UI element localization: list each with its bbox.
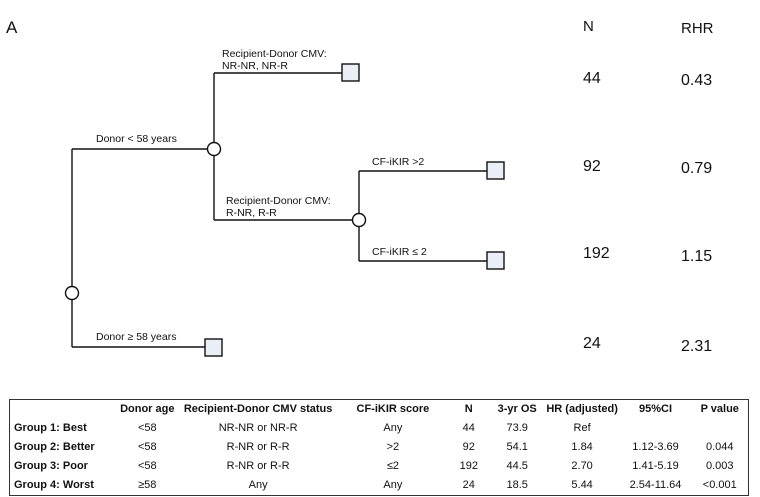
leaf-box-group3 — [487, 252, 504, 269]
table-cell: Ref — [573, 422, 591, 434]
rhr-header: RHR — [681, 20, 714, 37]
table-cell: 1.41-5.19 — [632, 460, 679, 472]
table-cell: Any — [248, 479, 268, 491]
label-cmv-pos-line2: R-NR, R-R — [226, 207, 277, 219]
table-cell: R-NR or R-R — [226, 460, 290, 472]
table-cell: 192 — [459, 460, 478, 472]
leaf-box-group2 — [487, 162, 504, 179]
label-cmv-neg-line1: Recipient-Donor CMV: — [222, 48, 327, 60]
table-row — [10, 419, 749, 438]
panel-label: A — [6, 18, 18, 37]
table-cell: ≥58 — [138, 479, 157, 491]
column-header — [10, 400, 117, 420]
rhr-value: 0.79 — [681, 160, 713, 177]
table-cell: 92 — [462, 441, 475, 453]
column-header: Recipient-Donor CMV status — [183, 403, 333, 415]
table-cell: NR-NR or NR-R — [218, 422, 298, 434]
leaf-box-group4 — [205, 339, 222, 356]
group-summary-table — [9, 399, 749, 496]
label-donor-old: Donor ≥ 58 years — [96, 331, 177, 343]
table-cell: <0.001 — [702, 479, 737, 491]
table-cell: 0.003 — [705, 460, 734, 472]
table-cell: 1.84 — [571, 441, 593, 453]
table-cell: 5.44 — [571, 479, 593, 491]
table-cell: <58 — [137, 441, 157, 453]
table-cell: Any — [383, 479, 403, 491]
table-cell: 1.12-3.69 — [632, 441, 679, 453]
table-row — [10, 438, 749, 457]
column-header: Donor age — [120, 403, 175, 415]
table-cell: 44 — [462, 422, 475, 434]
table-row — [10, 457, 749, 476]
leaf-box-group1 — [342, 64, 359, 81]
column-header: 3-yr OS — [497, 403, 537, 415]
table-cell — [620, 419, 692, 438]
n-value: 192 — [583, 245, 610, 262]
column-header: HR (adjusted) — [546, 403, 618, 415]
rhr-value: 2.31 — [681, 338, 713, 355]
table-cell: 54.1 — [506, 441, 528, 453]
table-cell: 0.044 — [705, 441, 734, 453]
cmv-node — [353, 214, 366, 227]
label-donor-young: Donor < 58 years — [96, 133, 177, 145]
table-cell: 44.5 — [506, 460, 528, 472]
table-cell: 2.70 — [571, 460, 593, 472]
table-cell: R-NR or R-R — [226, 441, 290, 453]
column-header: P value — [700, 403, 739, 415]
table-cell: Any — [383, 422, 403, 434]
column-header: 95%CI — [639, 403, 673, 415]
table-cell: ≤2 — [386, 460, 399, 472]
table-cell — [691, 419, 748, 438]
rhr-value: 0.43 — [681, 72, 713, 89]
table-cell: <58 — [137, 460, 157, 472]
group-name: Group 2: Better — [14, 441, 95, 453]
root-node — [66, 287, 79, 300]
table-cell: >2 — [386, 441, 400, 453]
table-header-row — [10, 400, 749, 420]
rhr-value: 1.15 — [681, 248, 713, 265]
group-name: Group 1: Best — [14, 422, 87, 434]
n-header: N — [583, 18, 594, 35]
table-row — [10, 476, 749, 496]
table-cell: 2.54-11.64 — [629, 479, 682, 491]
table-cell: <58 — [137, 422, 157, 434]
label-kir-high: CF-iKIR >2 — [372, 156, 425, 168]
table-cell: 18.5 — [506, 479, 528, 491]
label-kir-low: CF-iKIR ≤ 2 — [372, 246, 427, 258]
label-cmv-pos-line1: Recipient-Donor CMV: — [226, 195, 331, 207]
table-cell: 73.9 — [506, 422, 528, 434]
n-value: 92 — [583, 158, 601, 175]
tree-edges — [72, 73, 487, 347]
column-header: CF-iKIR score — [356, 403, 430, 415]
table-cell: 24 — [462, 479, 475, 491]
group-name: Group 4: Worst — [14, 479, 94, 491]
age-node — [208, 143, 221, 156]
n-value: 44 — [583, 70, 601, 87]
label-cmv-neg-line2: NR-NR, NR-R — [222, 60, 288, 72]
column-header: N — [464, 403, 473, 415]
n-value: 24 — [583, 335, 601, 352]
group-name: Group 3: Poor — [14, 460, 88, 472]
